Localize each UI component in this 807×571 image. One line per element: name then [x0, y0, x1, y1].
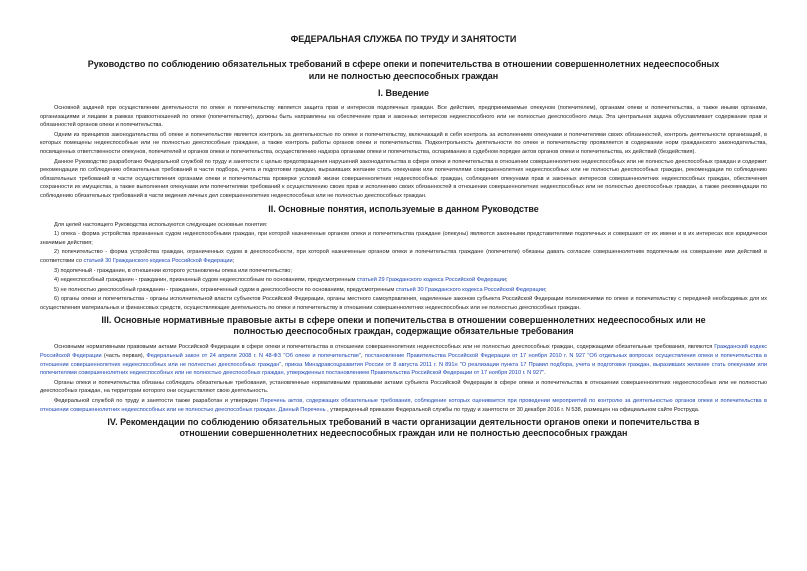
section1-paragraph-3: Данное Руководство разработано Федеральной службой по труду и занятости с целью предотвращения нарушений законодательства в сфере опеки и попечительства в отношении совершеннолетних недееспособных или не полностью дееспособных граждан и содержит рекомендации по соблюдению обязательных требований в части подбора, учета и подготовки граждан, выразивших желание стать опекунами или попечителями совершеннолетних недееспособных или не полностью дееспособных граждан, рекомендации по соблюдению обязательных требований в части осуществления органами опеки и попечительства проверки условий жизни совершеннолетних недееспособных граждан, соблюдения опекунами прав и законных интересов совершеннолетних недееспособных граждан, обеспечения сохранности их имущества, а также выполнения опекунами или попечителями требований к осуществлению своих прав и исполнению своих обязанностей в отношении совершеннолетних недееспособных или не полностью дееспособных граждан, а также рекомендации по соблюдению обязательных требований в части ведения личных дел совершеннолетних недееспособных или не полностью дееспособных граждан. [40, 158, 767, 199]
section-heading-3: III. Основные нормативные правовые акты в сфере опеки и попечительства в отношении совершеннолетних недееспособных или не полностью дееспособных граждан, содержащие обязательные требования [101, 315, 706, 337]
definition-1: 1) опека - форма устройства признанных судом недееспособными граждан, при которой назначенные органом опеки и попечительства граждане (опекуны) являются законными представителями подопечных и совершают от их имени и в их интересах все юридически значимые действия; [40, 231, 767, 246]
s3p1-text-e: . [544, 370, 546, 377]
link-civil-code[interactable]: Гражданский кодекс Российской Федерации [40, 344, 767, 360]
section1-paragraph-1: Основной задачей при осуществлении деятельности по опеке и попечительству является защита прав и интересов подопечных граждан. Все действия, предпринимаемые опекуном (попечителем), органами опеки и попечительства, а также иными органами, организациями и лицами в рамках правоотношений по опеке (попечительству), должны быть направлены на обеспечение прав и законных интересов недееспособного или не полностью дееспособного лица. Эта центральная задача обуславливает содержание прав и обязанностей органов опеки и попечительства. [40, 105, 767, 129]
link-this-list[interactable]: Данный Перечень [278, 406, 326, 413]
s3p3-text-a: Федеральной службой по труду и занятости также разработан и утвержден [54, 398, 261, 405]
section3-paragraph-1 [40, 343, 767, 377]
definition-4 [40, 276, 767, 285]
link-federal-law-48fz[interactable]: Федеральный закон от 24 апреля 2008 г. N 48-ФЗ "Об опеке и попечительстве" [146, 353, 361, 360]
document-title: Руководство по соблюдению обязательных требований в сфере опеки и попечительства в отношении совершеннолетних недееспособных или не полностью дееспособных граждан [87, 59, 720, 81]
link-civil-code-article-29[interactable]: статьей 29 Гражданского кодекса Российской Федерации [356, 277, 507, 284]
section3-paragraph-2: Органы опеки и попечительства обязаны соблюдать обязательные требования, установленные нормативными правовыми актами субъекта Российской Федерации в сфере опеки и попечительства в отношении совершеннолетних недееспособных или не полностью дееспособных граждан, на территории которого они осуществляют свою деятельность. [40, 379, 767, 395]
link-ministry-order-891n[interactable]: приказ Минздравсоцразвития России от 8 августа 2011 г. N 891н "О реализации пункта 17 Правил подбора, учета и подготовки граждан, выразивших желание стать опекунами или попечителями совершеннолетних недееспособных или не полностью дееспособных граждан, утвержденных постановлением Правительства Российской Федерации от 17 ноября 2010 г. N 927" [40, 361, 767, 377]
section-heading-1: I. Введение [377, 88, 430, 98]
definition-5-end: ; [544, 286, 547, 293]
s3p3-text-c: , утвержденный приказом Федеральной службы по труду и занятости от 30 декабря 2016 г. N 538, размещен на официальном сайте Роструда. [325, 406, 700, 413]
link-civil-code-article-30[interactable]: статьей 30 Гражданского кодекса Российской Федерации [83, 257, 233, 264]
section3-paragraph-3 [40, 397, 767, 414]
link-government-decree-927[interactable]: постановление Правительства Российской Федерации от 17 ноября 2010 г. N 927 "Об отдельных вопросах осуществления опеки и попечительства в отношении совершеннолетних недееспособных или не полностью дееспособных граждан" [40, 353, 768, 368]
definitions-intro: Для целей настоящего Руководства используются следующие основные понятия: [54, 221, 268, 228]
section-heading-4: IV. Рекомендации по соблюдению обязательных требований в части организации деятельности органов опеки и попечительства в отношении совершеннолетних недееспособных граждан или не полностью дееспособных граждан [107, 417, 700, 439]
definition-2 [40, 248, 767, 265]
definition-3: 3) подопечный - гражданин, в отношении которого установлены опека или попечительство; [54, 267, 292, 274]
s3p3-text-b: . [275, 406, 279, 413]
s3p1-text-b: (часть первая), [101, 353, 147, 360]
definition-4-end: ; [506, 277, 508, 284]
s3p1-text-d: , [281, 361, 285, 368]
definition-2-text: 2) попечительство - форма устройства граждан, ограниченных судом в дееспособности, при которой назначенные органом опеки и попечительства граждане (попечители) обязаны давать согласие совершеннолетним подопечным на совершение ими действий в соответствии со [40, 249, 767, 264]
section-heading-2: II. Основные понятия, используемые в данном Руководстве [268, 203, 539, 214]
definition-2-end: ; [232, 257, 235, 264]
definition-4-text: 4) недееспособный гражданин - гражданин, признанный судом недееспособным по основаниям, предусмотренным [54, 277, 357, 284]
s3p1-text-c: , [361, 353, 365, 360]
definition-6: 6) органы опеки и попечительства - органы исполнительной власти субъектов Российской Федерации, органы местного самоуправления, наделенные законом субъекта Российской Федерации полномочиями по опеке и попечительству с передачей необходимых для их осуществления материальных и финансовых средств, осуществляющие деятельность по опеке и попечительству в отношении совершеннолетних недееспособных или не полностью дееспособных граждан. [40, 296, 767, 311]
s3p1-text-a: Основными нормативными правовыми актами Российской Федерации в сфере опеки и попечительства в отношении совершеннолетних недееспособных или не полностью дееспособных граждан, содержащими обязательные требования, являются [54, 344, 715, 351]
agency-name: ФЕДЕРАЛЬНАЯ СЛУЖБА ПО ТРУДУ И ЗАНЯТОСТИ [290, 34, 517, 44]
link-acts-list[interactable]: Перечень актов, содержащих обязательные требования, соблюдение которых оценивается при проведении мероприятий по контролю за деятельностью органов опеки и попечительства в отношении совершеннолетних недееспособных или не полностью дееспособных граждан [40, 398, 767, 413]
link-civil-code-article-30-b[interactable]: статьей 30 Гражданского кодекса Российской Федерации [395, 286, 545, 293]
definition-5-text: 5) не полностью дееспособный гражданин - гражданин, ограниченный судом в дееспособности по основаниям, предусмотренным [54, 286, 396, 293]
definition-5 [40, 286, 767, 295]
section1-paragraph-2: Одним из принципов законодательства об опеке и попечительстве является контроль за деятельностью по опеке и попечительству, включающий в себя контроль за исполнением опекунами и попечителями своих обязанностей, контроль деятельности организаций, в которых помещены недееспособные или не полностью дееспособные граждане, а также контроль работы органов опеки и попечительства. Подконтрольность деятельности по опеке и попечительству проявляется в содержании норм гражданского законодательства, посвященных ответственности опекунов, попечителей и органов опеки и попечительства, осуществлению надзора органами опеки и попечительства, оспариванию в судебном порядке актов органов опеки и попечительства, их действий (бездействия). [40, 131, 767, 155]
